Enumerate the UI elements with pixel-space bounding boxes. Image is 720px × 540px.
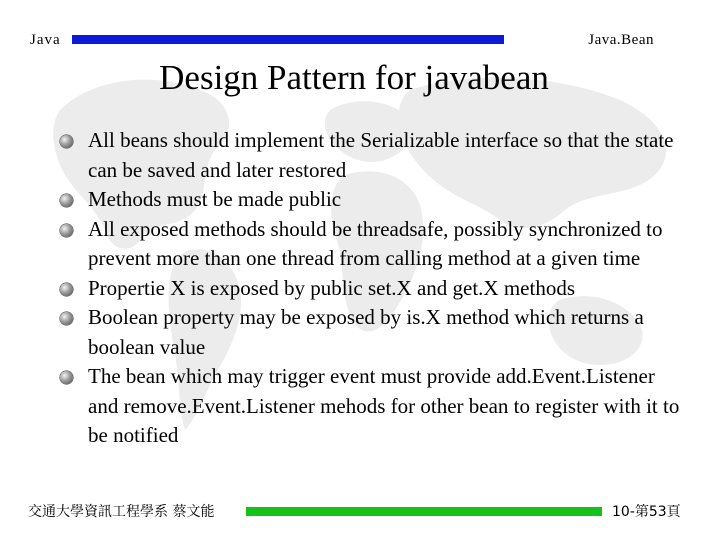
bullet-list xyxy=(60,126,680,451)
footer-left-label: 交通大學資訊工程學系 蔡文能 xyxy=(28,504,215,520)
bullet-icon xyxy=(60,371,73,384)
bullet-icon xyxy=(60,135,73,148)
bullet-item xyxy=(60,185,680,215)
footer-bar xyxy=(246,507,602,516)
bullet-item xyxy=(60,274,680,304)
bullet-item xyxy=(60,215,680,274)
header-right-label: Java.Bean xyxy=(588,32,654,48)
header-bar xyxy=(72,35,504,44)
footer-page-number: 10-第53頁 xyxy=(612,504,681,520)
bullet-text: All beans should implement the Serializable interface so that the state can be saved and later restored xyxy=(88,128,674,182)
bullet-text: Propertie X is exposed by public set.X and get.X methods xyxy=(88,275,575,300)
bullet-text: All exposed methods should be threadsafe, possibly synchronized to prevent more than one thread from calling method at a given time xyxy=(88,216,663,270)
bullet-icon xyxy=(60,224,73,237)
bullet-text: Boolean property may be exposed by is.X method which returns a boolean value xyxy=(88,305,644,359)
bullet-icon xyxy=(60,194,73,207)
bullet-text: Methods must be made public xyxy=(88,187,342,211)
header-left-label: Java xyxy=(30,32,61,48)
bullet-item xyxy=(60,362,680,451)
bullet-icon xyxy=(60,283,73,296)
bullet-item xyxy=(60,126,680,185)
bullet-text: The bean which may trigger event must provide add.Event.Listener and remove.Event.Listener mehods for other bean to register with it to be notified xyxy=(88,364,680,447)
bullet-item xyxy=(60,303,680,362)
slide-title: Design Pattern for javabean xyxy=(159,58,549,97)
bullet-icon xyxy=(60,312,73,325)
